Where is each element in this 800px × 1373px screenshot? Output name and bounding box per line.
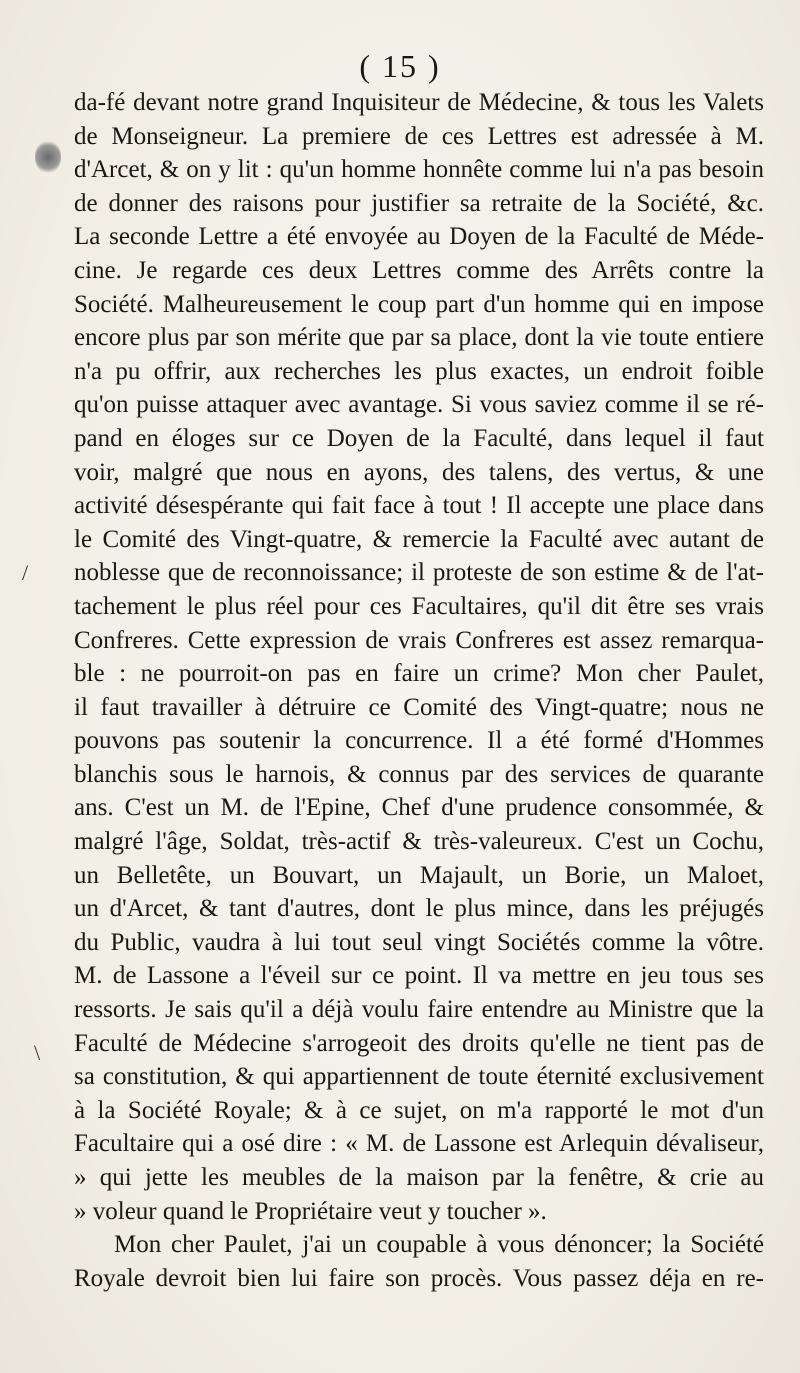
page-number: ( 15 ): [359, 48, 441, 84]
text-line: Facultaire qui a osé dire : « M. de Lassone est Arlequin dévaliseur,: [74, 1130, 764, 1158]
text-line: n'a pu offrir, aux recherches les plus exactes, un endroit foible: [74, 357, 764, 385]
text-line: » voleur quand le Propriétaire veut y toucher ».: [74, 1197, 547, 1225]
text-line: malgré l'âge, Soldat, très-actif & très-valeureux. C'est un Cochu,: [74, 828, 764, 856]
text-line: sa constitution, & qui appartiennent de toute éternité exclusivement: [74, 1063, 764, 1091]
text-line: voir, malgré que nous en ayons, des talens, des vertus, & une: [74, 458, 764, 486]
text-line: Confreres. Cette expression de vrais Confreres est assez remarqua-: [74, 626, 764, 654]
text-line: cine. Je regarde ces deux Lettres comme des Arrêts contre la: [74, 256, 764, 284]
text-line: un d'Arcet, & tant d'autres, dont le plus mince, dans les préjugés: [74, 895, 764, 923]
text-line: Mon cher Paulet, j'ai un coupable à vous dénoncer; la Société: [114, 1231, 764, 1259]
text-line: ans. C'est un M. de l'Epine, Chef d'une prudence consommée, &: [74, 794, 764, 822]
ink-blot: [35, 140, 61, 174]
text-line: da-fé devant notre grand Inquisiteur de Médecine, & tous les Valets: [74, 89, 764, 116]
margin-mark: \: [34, 1040, 41, 1065]
text-line: Faculté de Médecine s'arrogeoit des droits qu'elle ne tient pas de: [74, 1029, 764, 1057]
text-line: il faut travailler à détruire ce Comité des Vingt-quatre; nous ne: [74, 693, 764, 721]
text-line: d'Arcet, & on y lit : qu'un homme honnête comme lui n'a pas besoin: [74, 156, 764, 184]
text-line: du Public, vaudra à lui tout seul vingt Sociétés comme la vôtre.: [74, 928, 764, 956]
text-line: de donner des raisons pour justifier sa retraite de la Société, &c.: [74, 189, 764, 217]
text-line: tachement le plus réel pour ces Facultaires, qu'il dit être ses vrais: [74, 592, 764, 620]
text-line: » qui jette les meubles de la maison par la fenêtre, & crie au: [74, 1164, 764, 1191]
text-line: qu'on puisse attaquer avec avantage. Si vous saviez comme il se ré-: [74, 391, 764, 419]
text-line: noblesse que de reconnoissance; il proteste de son estime & de l'at-: [74, 559, 764, 587]
text-line: encore plus par son mérite que par sa place, dont la vie toute entiere: [74, 324, 764, 352]
text-line: Royale devroit bien lui faire son procès. Vous passez déja en re-: [74, 1264, 764, 1292]
text-line: La seconde Lettre a été envoyée au Doyen de la Faculté de Méde-: [74, 223, 764, 251]
text-line: pouvons pas soutenir la concurrence. Il a été formé d'Hommes: [74, 727, 764, 755]
text-line: ble : ne pourroit-on pas en faire un crime? Mon cher Paulet,: [74, 660, 764, 688]
text-line: un Belletête, un Bouvart, un Majault, un Borie, un Maloet,: [74, 861, 764, 889]
text-line: blanchis sous le harnois, & connus par des services de quarante: [74, 760, 764, 788]
text-line: M. de Lassone a l'éveil sur ce point. Il va mettre en jeu tous ses: [74, 962, 764, 990]
text-line: à la Société Royale; & à ce sujet, on m'a rapporté le mot d'un: [74, 1096, 764, 1124]
text-line: ressorts. Je sais qu'il a déjà voulu faire entendre au Ministre que la: [74, 996, 764, 1024]
text-line: Société. Malheureusement le coup part d'un homme qui en impose: [74, 290, 764, 318]
text-line: de Monseigneur. La premiere de ces Lettres est adressée à M.: [74, 122, 764, 150]
body-text: [74, 86, 764, 1295]
margin-mark: /: [22, 560, 29, 585]
text-line: le Comité des Vingt-quatre, & remercie la Faculté avec autant de: [74, 525, 764, 553]
text-line: pand en éloges sur ce Doyen de la Faculté, dans lequel il faut: [74, 424, 764, 452]
text-line: activité désespérante qui fait face à tout ! Il accepte une place dans: [74, 492, 764, 520]
